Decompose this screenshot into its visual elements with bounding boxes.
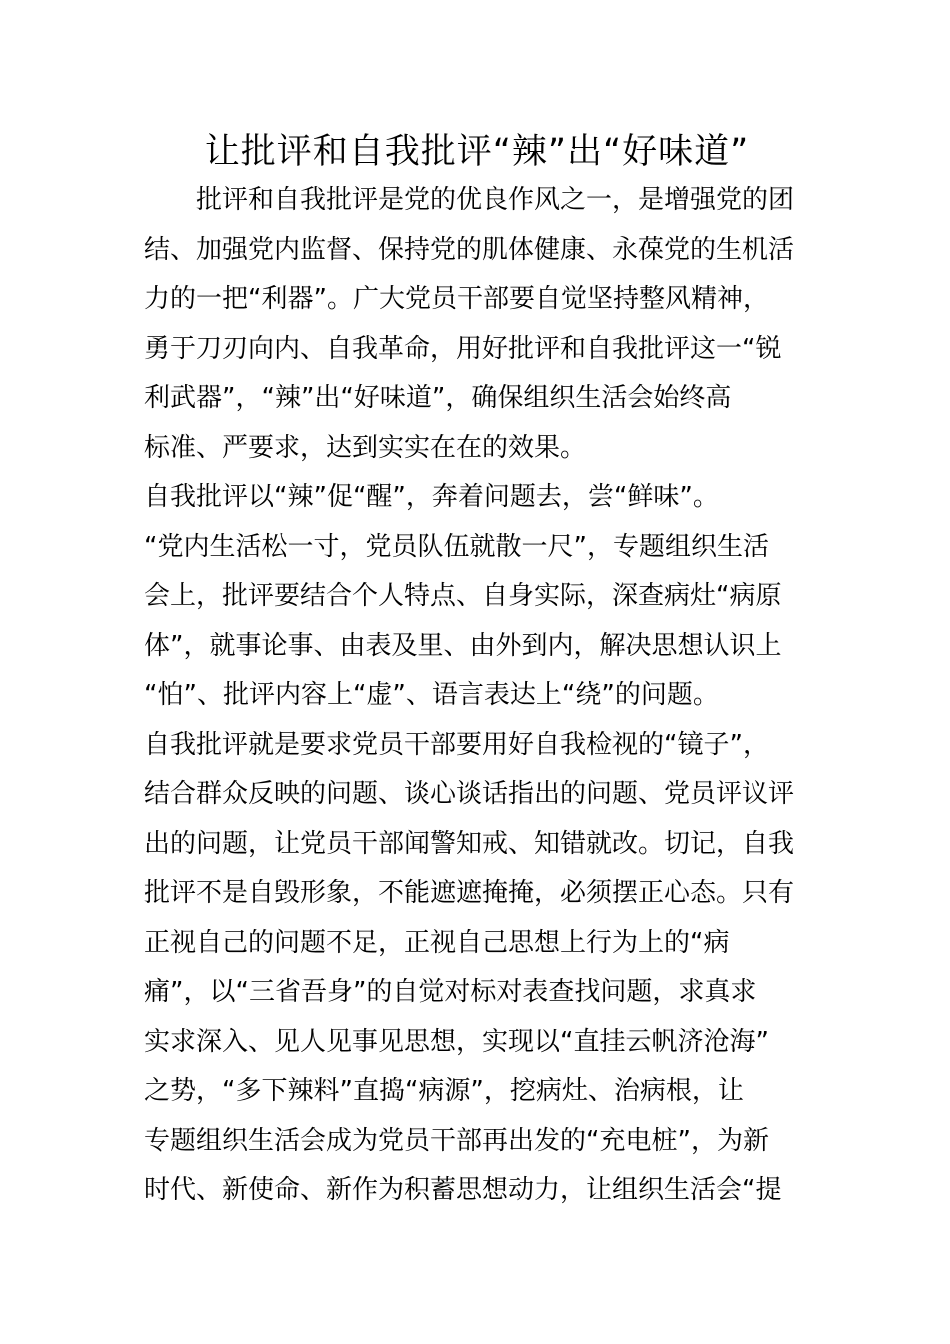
body-line: 痛”，以“三省吾身”的自觉对标对表查找问题，求真求 bbox=[144, 977, 757, 1007]
body-line: 会上，批评要结合个人特点、自身实际，深查病灶“病原 bbox=[144, 581, 782, 611]
body-line: 之势，“多下辣料”直捣“病源”，挖病灶、治病根，让 bbox=[144, 1076, 744, 1106]
body-line: 正视自己的问题不足，正视自己思想上行为上的“病 bbox=[144, 927, 730, 958]
body-line: 力的一把“利器”。广大党员干部要自觉坚持整风精神， bbox=[144, 284, 769, 314]
body-line: “党内生活松一寸，党员队伍就散一尺”，专题组织生活 bbox=[144, 531, 769, 562]
body-line: “怕”、批评内容上“虚”、语言表达上“绕”的问题。 bbox=[144, 680, 719, 710]
body-line: 出的问题，让党员干部闻警知戒、知错就改。切记，自我 bbox=[144, 828, 795, 859]
body-line: 时代、新使命、新作为积蓄思想动力，让组织生活会“提 bbox=[144, 1175, 782, 1205]
body-line: 勇于刀刃向内、自我革命，用好批评和自我批评这一“锐 bbox=[144, 333, 782, 364]
body-line: 结、加强党内监督、保持党的肌体健康、永葆党的生机活 bbox=[144, 234, 795, 265]
body-line: 专题组织生活会成为党员干部再出发的“充电桩”，为新 bbox=[144, 1125, 769, 1156]
body-line: 自我批评就是要求党员干部要用好自我检视的“镜子”， bbox=[144, 729, 769, 760]
body-line: 批评和自我批评是党的优良作风之一，是增强党的团 bbox=[144, 185, 795, 215]
body-line: 体”，就事论事、由表及里、由外到内，解决思想认识上 bbox=[144, 630, 782, 661]
body-line: 自我批评以“辣”促“醒”，奔着问题去，尝“鲜味”。 bbox=[144, 482, 719, 512]
document-body bbox=[144, 176, 808, 1216]
body-line: 标准、严要求，达到实实在在的效果。 bbox=[144, 432, 587, 463]
body-line: 结合群众反映的问题、谈心谈话指出的问题、党员评议评 bbox=[144, 779, 795, 809]
body-line: 利武器”，“辣”出“好味道”，确保组织生活会始终高 bbox=[144, 383, 732, 413]
body-line: 实求深入、见人见事见思想，实现以“直挂云帆济沧海” bbox=[144, 1026, 769, 1057]
body-line: 批评不是自毁形象，不能遮遮掩掩，必须摆正心态。只有 bbox=[144, 878, 795, 908]
document-title: 让批评和自我批评“辣”出“好味道” bbox=[204, 132, 750, 172]
